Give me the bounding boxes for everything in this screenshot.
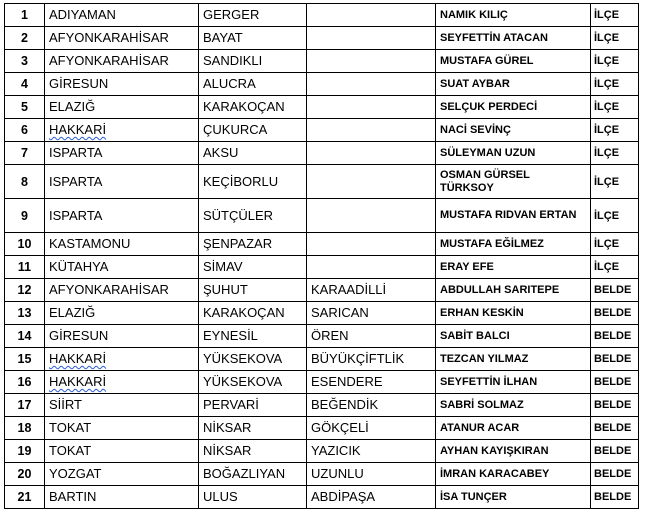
district-cell: SİMAV: [199, 256, 307, 279]
type-cell: İLÇE: [591, 233, 639, 256]
type-cell: BELDE: [591, 279, 639, 302]
province-cell: TOKAT: [45, 417, 199, 440]
table-row: [5, 417, 639, 440]
mayor-name-cell: ABDULLAH SARITEPE: [436, 279, 591, 302]
table-row: [5, 142, 639, 165]
row-number: 9: [5, 199, 45, 233]
mayor-name-cell: SEYFETTİN İLHAN: [436, 371, 591, 394]
mayor-name-cell: İMRAN KARACABEY: [436, 463, 591, 486]
province-text: HAKKARİ: [49, 374, 107, 389]
row-number: 6: [5, 119, 45, 142]
table-row: [5, 371, 639, 394]
province-cell: ELAZIĞ: [45, 96, 199, 119]
town-cell: BÜYÜKÇİFTLİK: [307, 348, 436, 371]
row-number: 8: [5, 165, 45, 199]
town-cell: ÖREN: [307, 325, 436, 348]
table-row: [5, 119, 639, 142]
mayor-name-cell: MUSTAFA GÜREL: [436, 50, 591, 73]
type-cell: BELDE: [591, 371, 639, 394]
province-cell: ISPARTA: [45, 165, 199, 199]
row-number: 15: [5, 348, 45, 371]
district-cell: KARAKOÇAN: [199, 96, 307, 119]
district-cell: ULUS: [199, 486, 307, 509]
mayor-name-cell: NACİ SEVİNÇ: [436, 119, 591, 142]
row-number: 17: [5, 394, 45, 417]
type-cell: İLÇE: [591, 73, 639, 96]
mayor-name-cell: İSA TUNÇER: [436, 486, 591, 509]
district-cell: ÇUKURCA: [199, 119, 307, 142]
row-number: 18: [5, 417, 45, 440]
type-cell: BELDE: [591, 394, 639, 417]
table-row: [5, 73, 639, 96]
mayor-name-cell: SÜLEYMAN UZUN: [436, 142, 591, 165]
province-cell: ISPARTA: [45, 199, 199, 233]
type-cell: BELDE: [591, 417, 639, 440]
mayor-name-cell: MUSTAFA RIDVAN ERTAN: [436, 199, 591, 233]
town-cell: [307, 96, 436, 119]
row-number: 1: [5, 4, 45, 27]
type-cell: İLÇE: [591, 165, 639, 199]
province-text: HAKKARİ: [49, 351, 107, 366]
mayor-name-cell: ATANUR ACAR: [436, 417, 591, 440]
type-cell: İLÇE: [591, 142, 639, 165]
table-row: [5, 279, 639, 302]
row-number: 12: [5, 279, 45, 302]
table-row: [5, 165, 639, 199]
mayor-list-table: [4, 3, 639, 509]
province-cell: GİRESUN: [45, 73, 199, 96]
province-cell: TOKAT: [45, 440, 199, 463]
type-cell: BELDE: [591, 486, 639, 509]
row-number: 5: [5, 96, 45, 119]
type-cell: İLÇE: [591, 4, 639, 27]
table-row: [5, 486, 639, 509]
province-cell: ADIYAMAN: [45, 4, 199, 27]
row-number: 2: [5, 27, 45, 50]
row-number: 13: [5, 302, 45, 325]
province-cell: YOZGAT: [45, 463, 199, 486]
type-cell: İLÇE: [591, 27, 639, 50]
province-cell: ISPARTA: [45, 142, 199, 165]
district-cell: BOĞAZLIYAN: [199, 463, 307, 486]
town-cell: UZUNLU: [307, 463, 436, 486]
district-cell: PERVARİ: [199, 394, 307, 417]
province-cell: AFYONKARAHİSAR: [45, 50, 199, 73]
table-row: [5, 50, 639, 73]
type-cell: BELDE: [591, 302, 639, 325]
table-row: [5, 4, 639, 27]
district-cell: NİKSAR: [199, 440, 307, 463]
district-cell: YÜKSEKOVA: [199, 371, 307, 394]
type-cell: İLÇE: [591, 50, 639, 73]
town-cell: YAZICIK: [307, 440, 436, 463]
row-number: 11: [5, 256, 45, 279]
province-cell: KÜTAHYA: [45, 256, 199, 279]
mayor-name-cell: OSMAN GÜRSEL TÜRKSOY: [436, 165, 591, 199]
mayor-name-cell: ERAY EFE: [436, 256, 591, 279]
province-cell: [45, 348, 199, 371]
town-cell: ESENDERE: [307, 371, 436, 394]
province-text: HAKKARİ: [49, 122, 107, 137]
town-cell: [307, 199, 436, 233]
town-cell: [307, 119, 436, 142]
district-cell: EYNESİL: [199, 325, 307, 348]
type-cell: BELDE: [591, 348, 639, 371]
table-body: [5, 4, 639, 509]
district-cell: ALUCRA: [199, 73, 307, 96]
type-cell: BELDE: [591, 463, 639, 486]
town-cell: GÖKÇELİ: [307, 417, 436, 440]
mayor-name-cell: SUAT AYBAR: [436, 73, 591, 96]
province-cell: GİRESUN: [45, 325, 199, 348]
row-number: 20: [5, 463, 45, 486]
table-row: [5, 394, 639, 417]
province-cell: BARTIN: [45, 486, 199, 509]
province-cell: AFYONKARAHİSAR: [45, 27, 199, 50]
district-cell: SANDIKLI: [199, 50, 307, 73]
type-cell: İLÇE: [591, 199, 639, 233]
type-cell: İLÇE: [591, 96, 639, 119]
district-cell: KEÇİBORLU: [199, 165, 307, 199]
row-number: 19: [5, 440, 45, 463]
province-cell: ELAZIĞ: [45, 302, 199, 325]
province-cell: KASTAMONU: [45, 233, 199, 256]
town-cell: BEĞENDİK: [307, 394, 436, 417]
mayor-name-cell: SEYFETTİN ATACAN: [436, 27, 591, 50]
type-cell: İLÇE: [591, 256, 639, 279]
province-cell: [45, 371, 199, 394]
table-row: [5, 325, 639, 348]
type-cell: BELDE: [591, 440, 639, 463]
town-cell: [307, 256, 436, 279]
district-cell: ŞUHUT: [199, 279, 307, 302]
district-cell: YÜKSEKOVA: [199, 348, 307, 371]
province-cell: [45, 119, 199, 142]
mayor-name-cell: TEZCAN YILMAZ: [436, 348, 591, 371]
district-cell: NİKSAR: [199, 417, 307, 440]
mayor-name-cell: NAMIK KILIÇ: [436, 4, 591, 27]
district-cell: GERGER: [199, 4, 307, 27]
mayor-name-cell: SELÇUK PERDECİ: [436, 96, 591, 119]
town-cell: [307, 165, 436, 199]
table-row: [5, 463, 639, 486]
district-cell: BAYAT: [199, 27, 307, 50]
table-row: [5, 199, 639, 233]
table-row: [5, 440, 639, 463]
town-cell: [307, 233, 436, 256]
type-cell: İLÇE: [591, 119, 639, 142]
town-cell: [307, 50, 436, 73]
table-row: [5, 96, 639, 119]
district-cell: KARAKOÇAN: [199, 302, 307, 325]
district-cell: AKSU: [199, 142, 307, 165]
mayor-name-cell: SABRİ SOLMAZ: [436, 394, 591, 417]
mayor-name-cell: ERHAN KESKİN: [436, 302, 591, 325]
mayor-name-cell: AYHAN KAYIŞKIRAN: [436, 440, 591, 463]
row-number: 3: [5, 50, 45, 73]
row-number: 14: [5, 325, 45, 348]
province-cell: AFYONKARAHİSAR: [45, 279, 199, 302]
row-number: 16: [5, 371, 45, 394]
district-cell: ŞENPAZAR: [199, 233, 307, 256]
town-cell: [307, 142, 436, 165]
town-cell: [307, 4, 436, 27]
town-cell: [307, 73, 436, 96]
town-cell: SARICAN: [307, 302, 436, 325]
row-number: 4: [5, 73, 45, 96]
table-row: [5, 27, 639, 50]
table-row: [5, 233, 639, 256]
town-cell: ABDİPAŞA: [307, 486, 436, 509]
type-cell: BELDE: [591, 325, 639, 348]
table-row: [5, 256, 639, 279]
row-number: 7: [5, 142, 45, 165]
town-cell: [307, 27, 436, 50]
town-cell: KARAADİLLİ: [307, 279, 436, 302]
table-row: [5, 348, 639, 371]
table-row: [5, 302, 639, 325]
district-cell: SÜTÇÜLER: [199, 199, 307, 233]
mayor-name-cell: MUSTAFA EĞİLMEZ: [436, 233, 591, 256]
mayor-name-cell: SABİT BALCI: [436, 325, 591, 348]
province-cell: SİİRT: [45, 394, 199, 417]
row-number: 21: [5, 486, 45, 509]
row-number: 10: [5, 233, 45, 256]
